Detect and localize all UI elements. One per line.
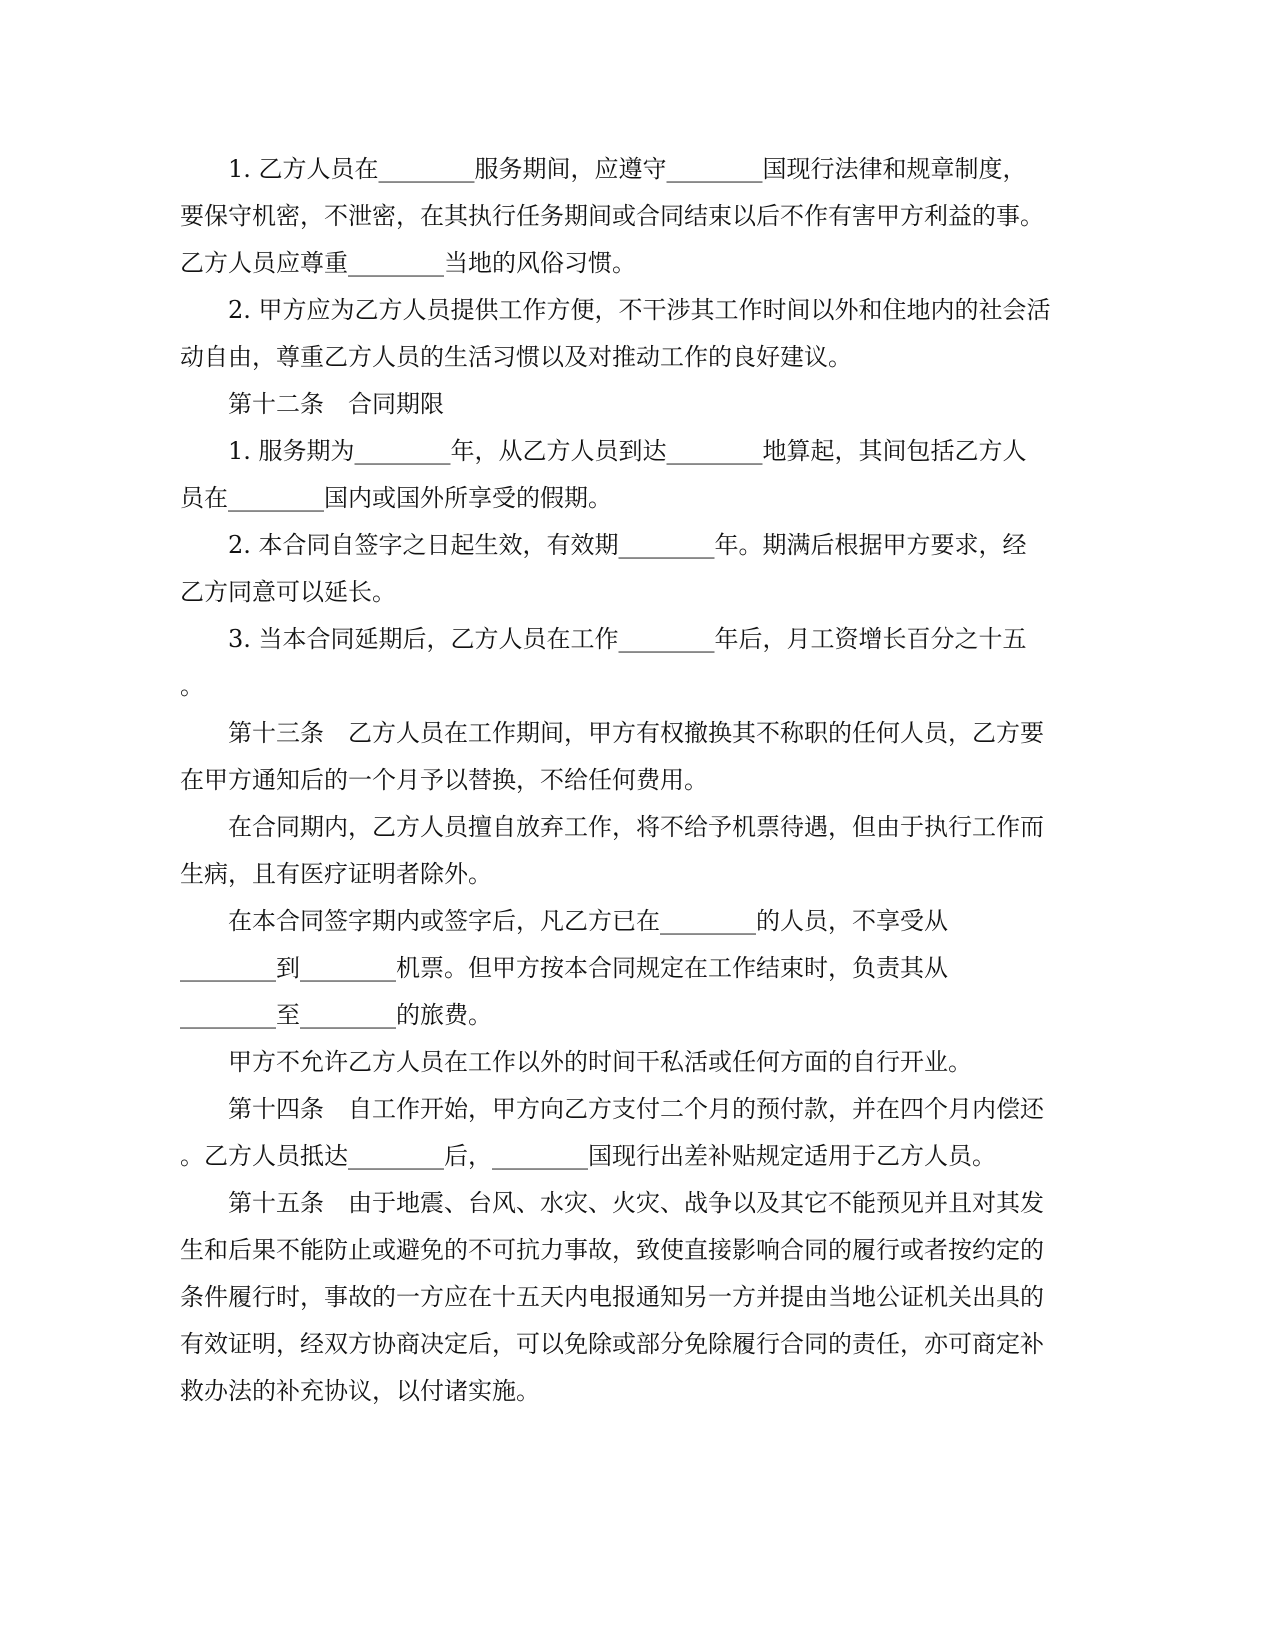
text-line: 生和后果不能防止或避免的不可抗力事故，致使直接影响合同的履行或者按约定的 bbox=[180, 1236, 1044, 1264]
text-line: ________到________机票。但甲方按本合同规定在工作结束时，负责其从 bbox=[180, 954, 948, 982]
text-line: 第十三条 乙方人员在工作期间，甲方有权撤换其不称职的任何人员，乙方要 bbox=[228, 719, 1044, 747]
text-line: 在本合同签字期内或签字后，凡乙方已在________的人员，不享受从 bbox=[228, 907, 948, 935]
text-line: 在甲方通知后的一个月予以替换，不给任何费用。 bbox=[180, 766, 708, 794]
text-line: 乙方同意可以延长。 bbox=[180, 578, 396, 606]
text-line: 救办法的补充协议，以付诸实施。 bbox=[180, 1377, 540, 1405]
text-line: 第十五条 由于地震、台风、水灾、火灾、战争以及其它不能预见并且对其发 bbox=[228, 1189, 1044, 1217]
text-line: 在合同期内，乙方人员擅自放弃工作，将不给予机票待遇，但由于执行工作而 bbox=[228, 813, 1044, 841]
text-line: 条件履行时，事故的一方应在十五天内电报通知另一方并提由当地公证机关出具的 bbox=[180, 1283, 1044, 1311]
text-line: 员在________国内或国外所享受的假期。 bbox=[180, 484, 612, 512]
text-line: 动自由，尊重乙方人员的生活习惯以及对推动工作的良好建议。 bbox=[180, 343, 852, 371]
document-page bbox=[180, 146, 1051, 1415]
text-line: 第十四条 自工作开始，甲方向乙方支付二个月的预付款，并在四个月内偿还 bbox=[228, 1095, 1044, 1123]
text-line: 有效证明，经双方协商决定后，可以免除或部分免除履行合同的责任，亦可商定补 bbox=[180, 1330, 1044, 1358]
text-line: 要保守机密，不泄密，在其执行任务期间或合同结束以后不作有害甲方利益的事。 bbox=[180, 202, 1044, 230]
text-line: 2. 本合同自签字之日起生效，有效期________年。期满后根据甲方要求，经 bbox=[228, 531, 1027, 559]
text-line: 2. 甲方应为乙方人员提供工作方便，不干涉其工作时间以外和住地内的社会活 bbox=[228, 296, 1051, 324]
text-line: 乙方人员应尊重________当地的风俗习惯。 bbox=[180, 249, 636, 277]
text-line: 。乙方人员抵达________后，________国现行出差补贴规定适用于乙方人员。 bbox=[180, 1142, 996, 1170]
text-line: 甲方不允许乙方人员在工作以外的时间干私活或任何方面的自行开业。 bbox=[228, 1048, 972, 1076]
text-line: 。 bbox=[180, 672, 204, 700]
text-line: 生病，且有医疗证明者除外。 bbox=[180, 860, 492, 888]
text-line: 3. 当本合同延期后，乙方人员在工作________年后，月工资增长百分之十五 bbox=[228, 625, 1027, 653]
section-heading: 第十二条 合同期限 bbox=[228, 390, 444, 418]
text-line: 1. 乙方人员在________服务期间，应遵守________国现行法律和规章制度， bbox=[228, 155, 1027, 183]
text-line: 1. 服务期为________年，从乙方人员到达________地算起，其间包括乙方人 bbox=[228, 437, 1027, 465]
text-line: ________至________的旅费。 bbox=[180, 1001, 492, 1029]
